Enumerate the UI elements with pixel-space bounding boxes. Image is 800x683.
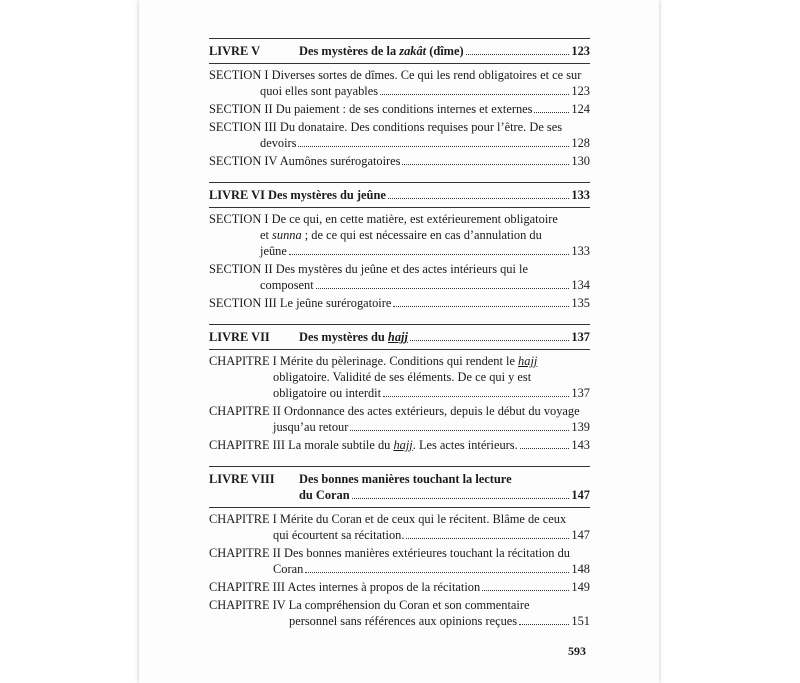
livre-heading — [209, 182, 590, 203]
toc-entry: CHAPITRE I Mérite du pèlerinage. Conditions qui rendent le hajj obligatoire. Validité de ses éléments. De ce qui y est obligatoire ou interdit 137 — [209, 354, 590, 400]
toc-entry: CHAPITRE II Ordonnance des actes extérieurs, depuis le début du voyage jusqu’au retour 139 — [209, 404, 590, 434]
livre-page: 137 — [571, 330, 590, 344]
toc-entry: CHAPITRE IV La compréhension du Coran et son commentaire personnel sans références aux opinions reçues 151 — [209, 598, 590, 628]
toc-entry: SECTION III Le jeûne surérogatoire 135 — [209, 296, 590, 310]
toc-entry: SECTION IV Aumônes surérogatoires 130 — [209, 154, 590, 168]
livre-entries — [209, 349, 590, 460]
toc-entry: CHAPITRE III Actes internes à propos de la récitation 149 — [209, 580, 590, 594]
livre-title: Des bonnes manières touchant la lecture du Coran 147 — [299, 472, 590, 502]
book-page — [139, 0, 659, 683]
toc-entry: CHAPITRE III La morale subtile du hajj. Les actes intérieurs. 143 — [209, 438, 590, 452]
livre-number: LIVRE VII — [209, 330, 270, 344]
livre-page: 147 — [571, 488, 590, 502]
livre-entries — [209, 63, 590, 176]
livre-entries — [209, 507, 590, 636]
page-number: 593 — [568, 644, 586, 658]
toc-entry: SECTION III Du donataire. Des conditions requises pour l’être. De ses devoirs 128 — [209, 120, 590, 150]
livre-entries — [209, 207, 590, 318]
livre-title: LIVRE VI Des mystères du jeûne — [209, 188, 386, 202]
livre-number: LIVRE VIII — [209, 472, 275, 486]
livre-heading — [209, 38, 590, 59]
toc-entry: CHAPITRE I Mérite du Coran et de ceux qui le récitent. Blâme de ceux qui écourtent sa récitation. 147 — [209, 512, 590, 542]
toc-entry: SECTION II Du paiement : de ses conditions internes et externes 124 — [209, 102, 590, 116]
toc-entry: SECTION II Des mystères du jeûne et des actes intérieurs qui le composent 134 — [209, 262, 590, 292]
table-of-contents — [209, 38, 590, 636]
toc-entry: SECTION I De ce qui, en cette matière, est extérieurement obligatoire et sunna ; de ce qui est nécessaire en cas d’annulation du jeûne 133 — [209, 212, 590, 258]
livre-title: Des mystères du hajj — [299, 330, 408, 344]
livre-title: Des mystères de la zakât (dîme) — [299, 44, 464, 58]
toc-entry: SECTION I Diverses sortes de dîmes. Ce qui les rend obligatoires et ce sur quoi elles sont payables 123 — [209, 68, 590, 98]
livre-page: 123 — [571, 44, 590, 58]
toc-entry: CHAPITRE II Des bonnes manières extérieures touchant la récitation du Coran 148 — [209, 546, 590, 576]
livre-heading — [209, 466, 590, 503]
livre-number: LIVRE V — [209, 44, 261, 58]
livre-heading — [209, 324, 590, 345]
livre-page: 133 — [571, 188, 590, 202]
